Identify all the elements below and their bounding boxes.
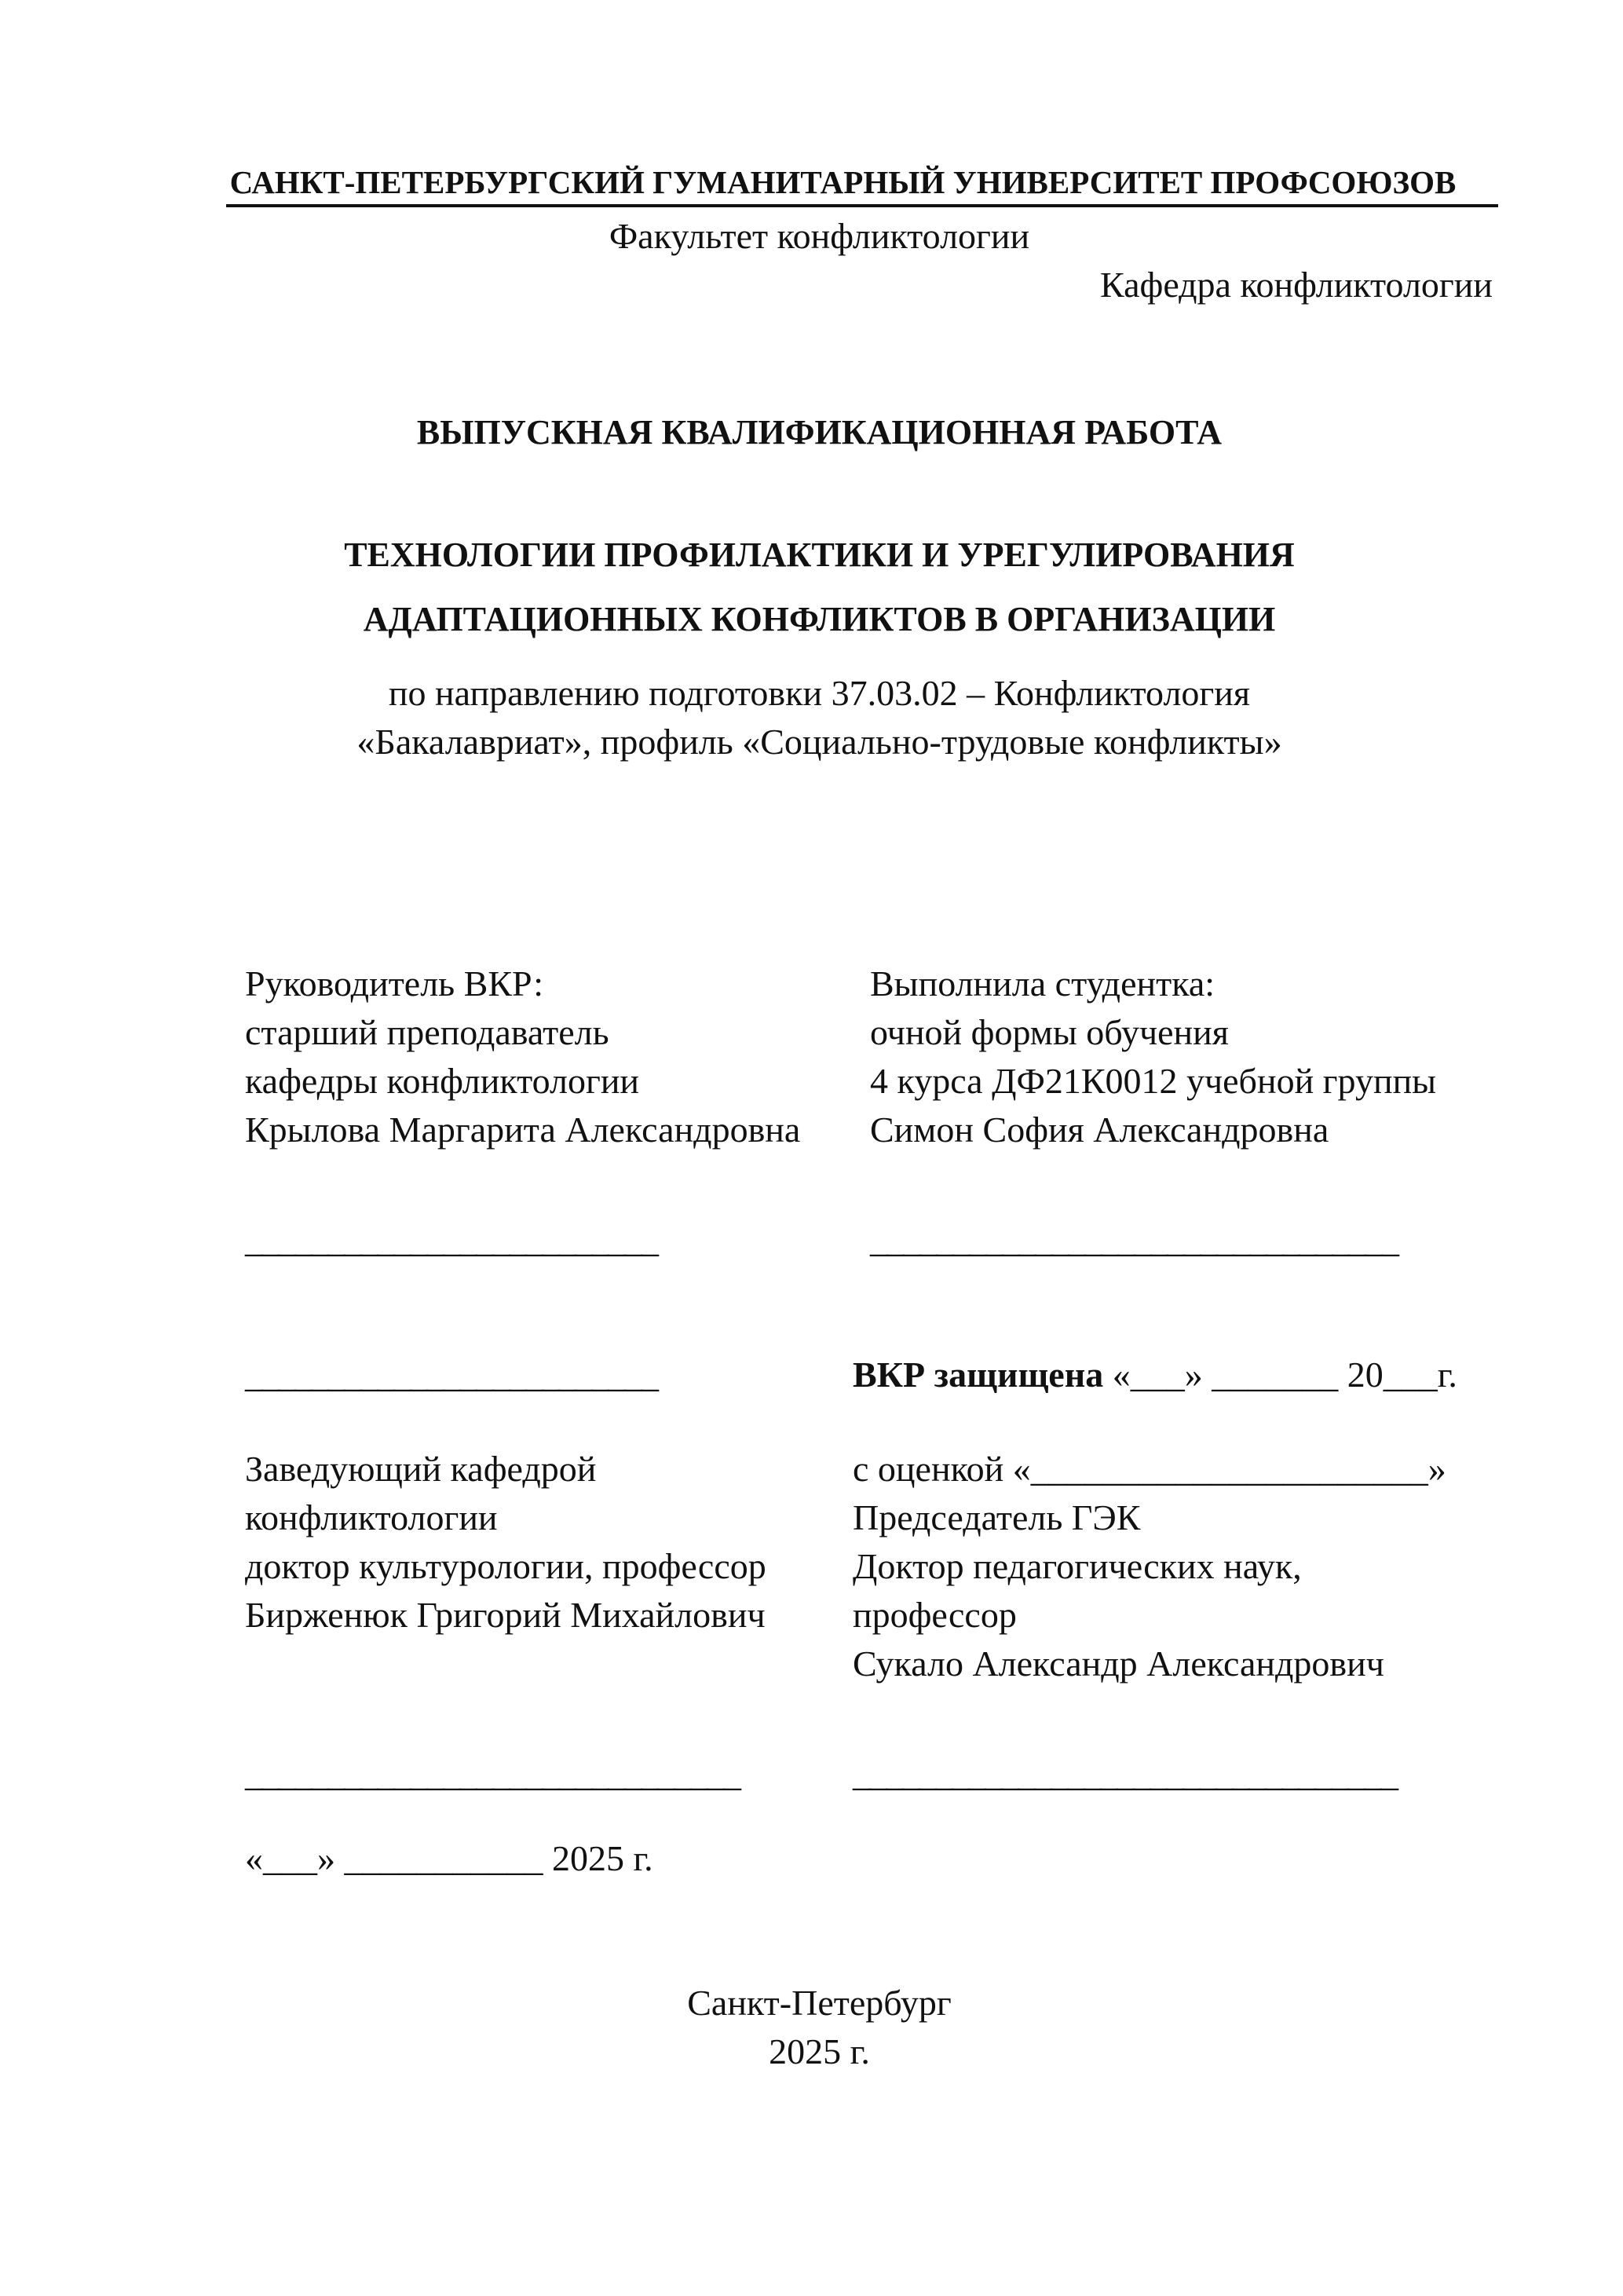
chair-rank: профессор — [853, 1595, 1017, 1635]
chair-block — [853, 1445, 1446, 1688]
supervisor-signature-line: _________________________ — [245, 1219, 657, 1260]
city: Санкт-Петербург — [687, 1983, 952, 2023]
university-name: САНКТ-ПЕТЕРБУРГСКИЙ ГУМАНИТАРНЫЙ УНИВЕРСИТЕТ ПРОФСОЮЗОВ — [229, 164, 1457, 200]
work-title-line-2: АДАПТАЦИОННЫХ КОНФЛИКТОВ В ОРГАНИЗАЦИИ — [363, 600, 1276, 638]
student-signature-line: ________________________________ — [870, 1219, 1398, 1260]
study-direction: по направлению подготовки 37.03.02 – Конфликтология — [388, 673, 1251, 713]
defense-date-blank: «___» _______ 20___г. — [1112, 1355, 1457, 1395]
supervisor-block — [245, 960, 800, 1154]
head-title: Заведующий кафедрой — [245, 1449, 597, 1489]
header-rule — [226, 204, 1498, 207]
defense-label: ВКР защищена — [853, 1355, 1104, 1395]
chair-name: Сукало Александр Александрович — [853, 1643, 1384, 1684]
supervisor-date-line: _________________________ — [245, 1355, 657, 1395]
chair-degree: Доктор педагогических наук, — [853, 1546, 1302, 1586]
grade-line: с оценкой «______________________» — [853, 1449, 1446, 1489]
head-block — [245, 1445, 766, 1640]
supervisor-name: Крылова Маргарита Александровна — [245, 1110, 801, 1150]
department-name: Кафедра конфликтологии — [1100, 265, 1493, 305]
faculty-name: Факультет конфликтологии — [609, 216, 1030, 256]
admission-date-line: «___» ___________ 2025 г. — [245, 1838, 653, 1878]
head-department: конфликтологии — [245, 1497, 498, 1537]
year: 2025 г. — [769, 2031, 870, 2071]
student-form: очной формы обучения — [870, 1012, 1229, 1052]
supervisor-label: Руководитель ВКР: — [245, 963, 544, 1004]
supervisor-position: старший преподаватель — [245, 1012, 609, 1052]
study-profile: «Бакалавриат», профиль «Социально-трудовые конфликты» — [356, 722, 1282, 762]
student-name: Симон София Александровна — [870, 1110, 1329, 1150]
supervisor-department: кафедры конфликтологии — [245, 1061, 640, 1101]
chair-title: Председатель ГЭК — [853, 1497, 1141, 1537]
head-signature-line: ______________________________ — [245, 1753, 740, 1793]
head-name: Бирженюк Григорий Михайлович — [245, 1595, 766, 1635]
work-type: ВЫПУСКНАЯ КВАЛИФИКАЦИОННАЯ РАБОТА — [416, 413, 1223, 452]
student-label: Выполнила студентка: — [870, 963, 1215, 1004]
student-block — [870, 960, 1436, 1154]
work-title-line-1: ТЕХНОЛОГИИ ПРОФИЛАКТИКИ И УРЕГУЛИРОВАНИЯ — [344, 536, 1295, 574]
head-degree: доктор культурологии, профессор — [245, 1546, 766, 1586]
student-group: 4 курса ДФ21К0012 учебной группы — [870, 1061, 1437, 1101]
chair-signature-line: _________________________________ — [853, 1753, 1397, 1793]
defense-line — [853, 1351, 1457, 1399]
